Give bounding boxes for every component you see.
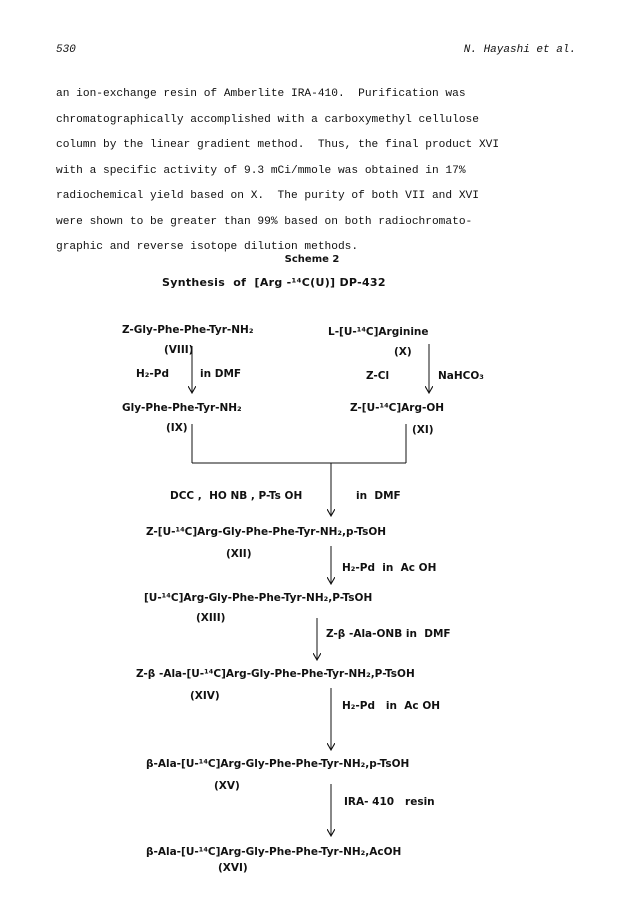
compound-xv: β-Ala-[U-¹⁴C]Arg-Gly-Phe-Phe-Tyr-NH₂,p-TsOH — [146, 758, 410, 770]
reagent-h2pd: H₂-Pd — [136, 368, 169, 380]
paragraph-line: column by the linear gradient method. Thus, the final product XVI — [56, 139, 500, 151]
synthesis-title: Synthesis of [Arg -¹⁴C(U)] DP-432 — [162, 276, 386, 289]
condition-dmf: in DMF — [200, 368, 242, 380]
label-x: (X) — [394, 346, 412, 358]
compound-xiii: [U-¹⁴C]Arg-Gly-Phe-Phe-Tyr-NH₂,P-TsOH — [144, 592, 373, 604]
paragraph-line: with a specific activity of 9.3 mCi/mmole was obtained in 17% — [56, 164, 466, 177]
paragraph-line: radiochemical yield based on X. The purity of both VII and XVI — [56, 190, 479, 202]
compound-xvi: β-Ala-[U-¹⁴C]Arg-Gly-Phe-Phe-Tyr-NH₂,AcOH — [146, 846, 402, 858]
step-xv: IRA- 410 resin — [344, 796, 435, 808]
label-xvi: (XVI) — [218, 862, 248, 874]
label-xiii: (XIII) — [196, 612, 226, 624]
paragraph-line: graphic and reverse isotope dilution methods. — [56, 241, 359, 253]
label-xii: (XII) — [226, 548, 252, 560]
label-ix: (IX) — [166, 422, 188, 434]
label-viii: (VIII) — [164, 344, 194, 356]
label-xiv: (XIV) — [190, 690, 220, 702]
condition-coupling: in DMF — [356, 490, 401, 502]
compound-viii: Z-Gly-Phe-Phe-Tyr-NH₂ — [122, 324, 254, 336]
label-xv: (XV) — [214, 780, 240, 792]
body-paragraph — [56, 82, 576, 261]
label-xi: (XI) — [412, 424, 434, 436]
scheme-title: Scheme 2 — [284, 254, 340, 265]
reagent-nahco3: NaHCO₃ — [438, 370, 484, 382]
reagents-coupling: DCC , HO NB , P-Ts OH — [170, 490, 303, 502]
compound-xi: Z-[U-¹⁴C]Arg-OH — [350, 402, 445, 414]
compound-xii: Z-[U-¹⁴C]Arg-Gly-Phe-Phe-Tyr-NH₂,p-TsOH — [146, 526, 387, 538]
compound-x: L-[U-¹⁴C]Arginine — [328, 326, 429, 338]
compound-xiv: Z-β -Ala-[U-¹⁴C]Arg-Gly-Phe-Phe-Tyr-NH₂,P-TsOH — [136, 668, 415, 680]
paragraph-line: chromatographically accomplished with a carboxymethyl cellulose — [56, 113, 479, 126]
step-xiv: H₂-Pd in Ac OH — [342, 700, 441, 712]
step-xii: H₂-Pd in Ac OH — [342, 562, 437, 574]
paragraph-line: were shown to be greater than 99% based on both radiochromato- — [56, 215, 473, 228]
running-authors: N. Hayashi et al. — [463, 44, 576, 56]
running-header — [56, 44, 576, 60]
reagent-zcl: Z-Cl — [366, 370, 390, 382]
paragraph-line: an ion-exchange resin of Amberlite IRA-410. Purification was — [56, 88, 466, 100]
step-xiii: Z-β -Ala-ONB in DMF — [326, 628, 451, 640]
compound-ix: Gly-Phe-Phe-Tyr-NH₂ — [122, 402, 242, 414]
page-number: 530 — [56, 44, 76, 56]
